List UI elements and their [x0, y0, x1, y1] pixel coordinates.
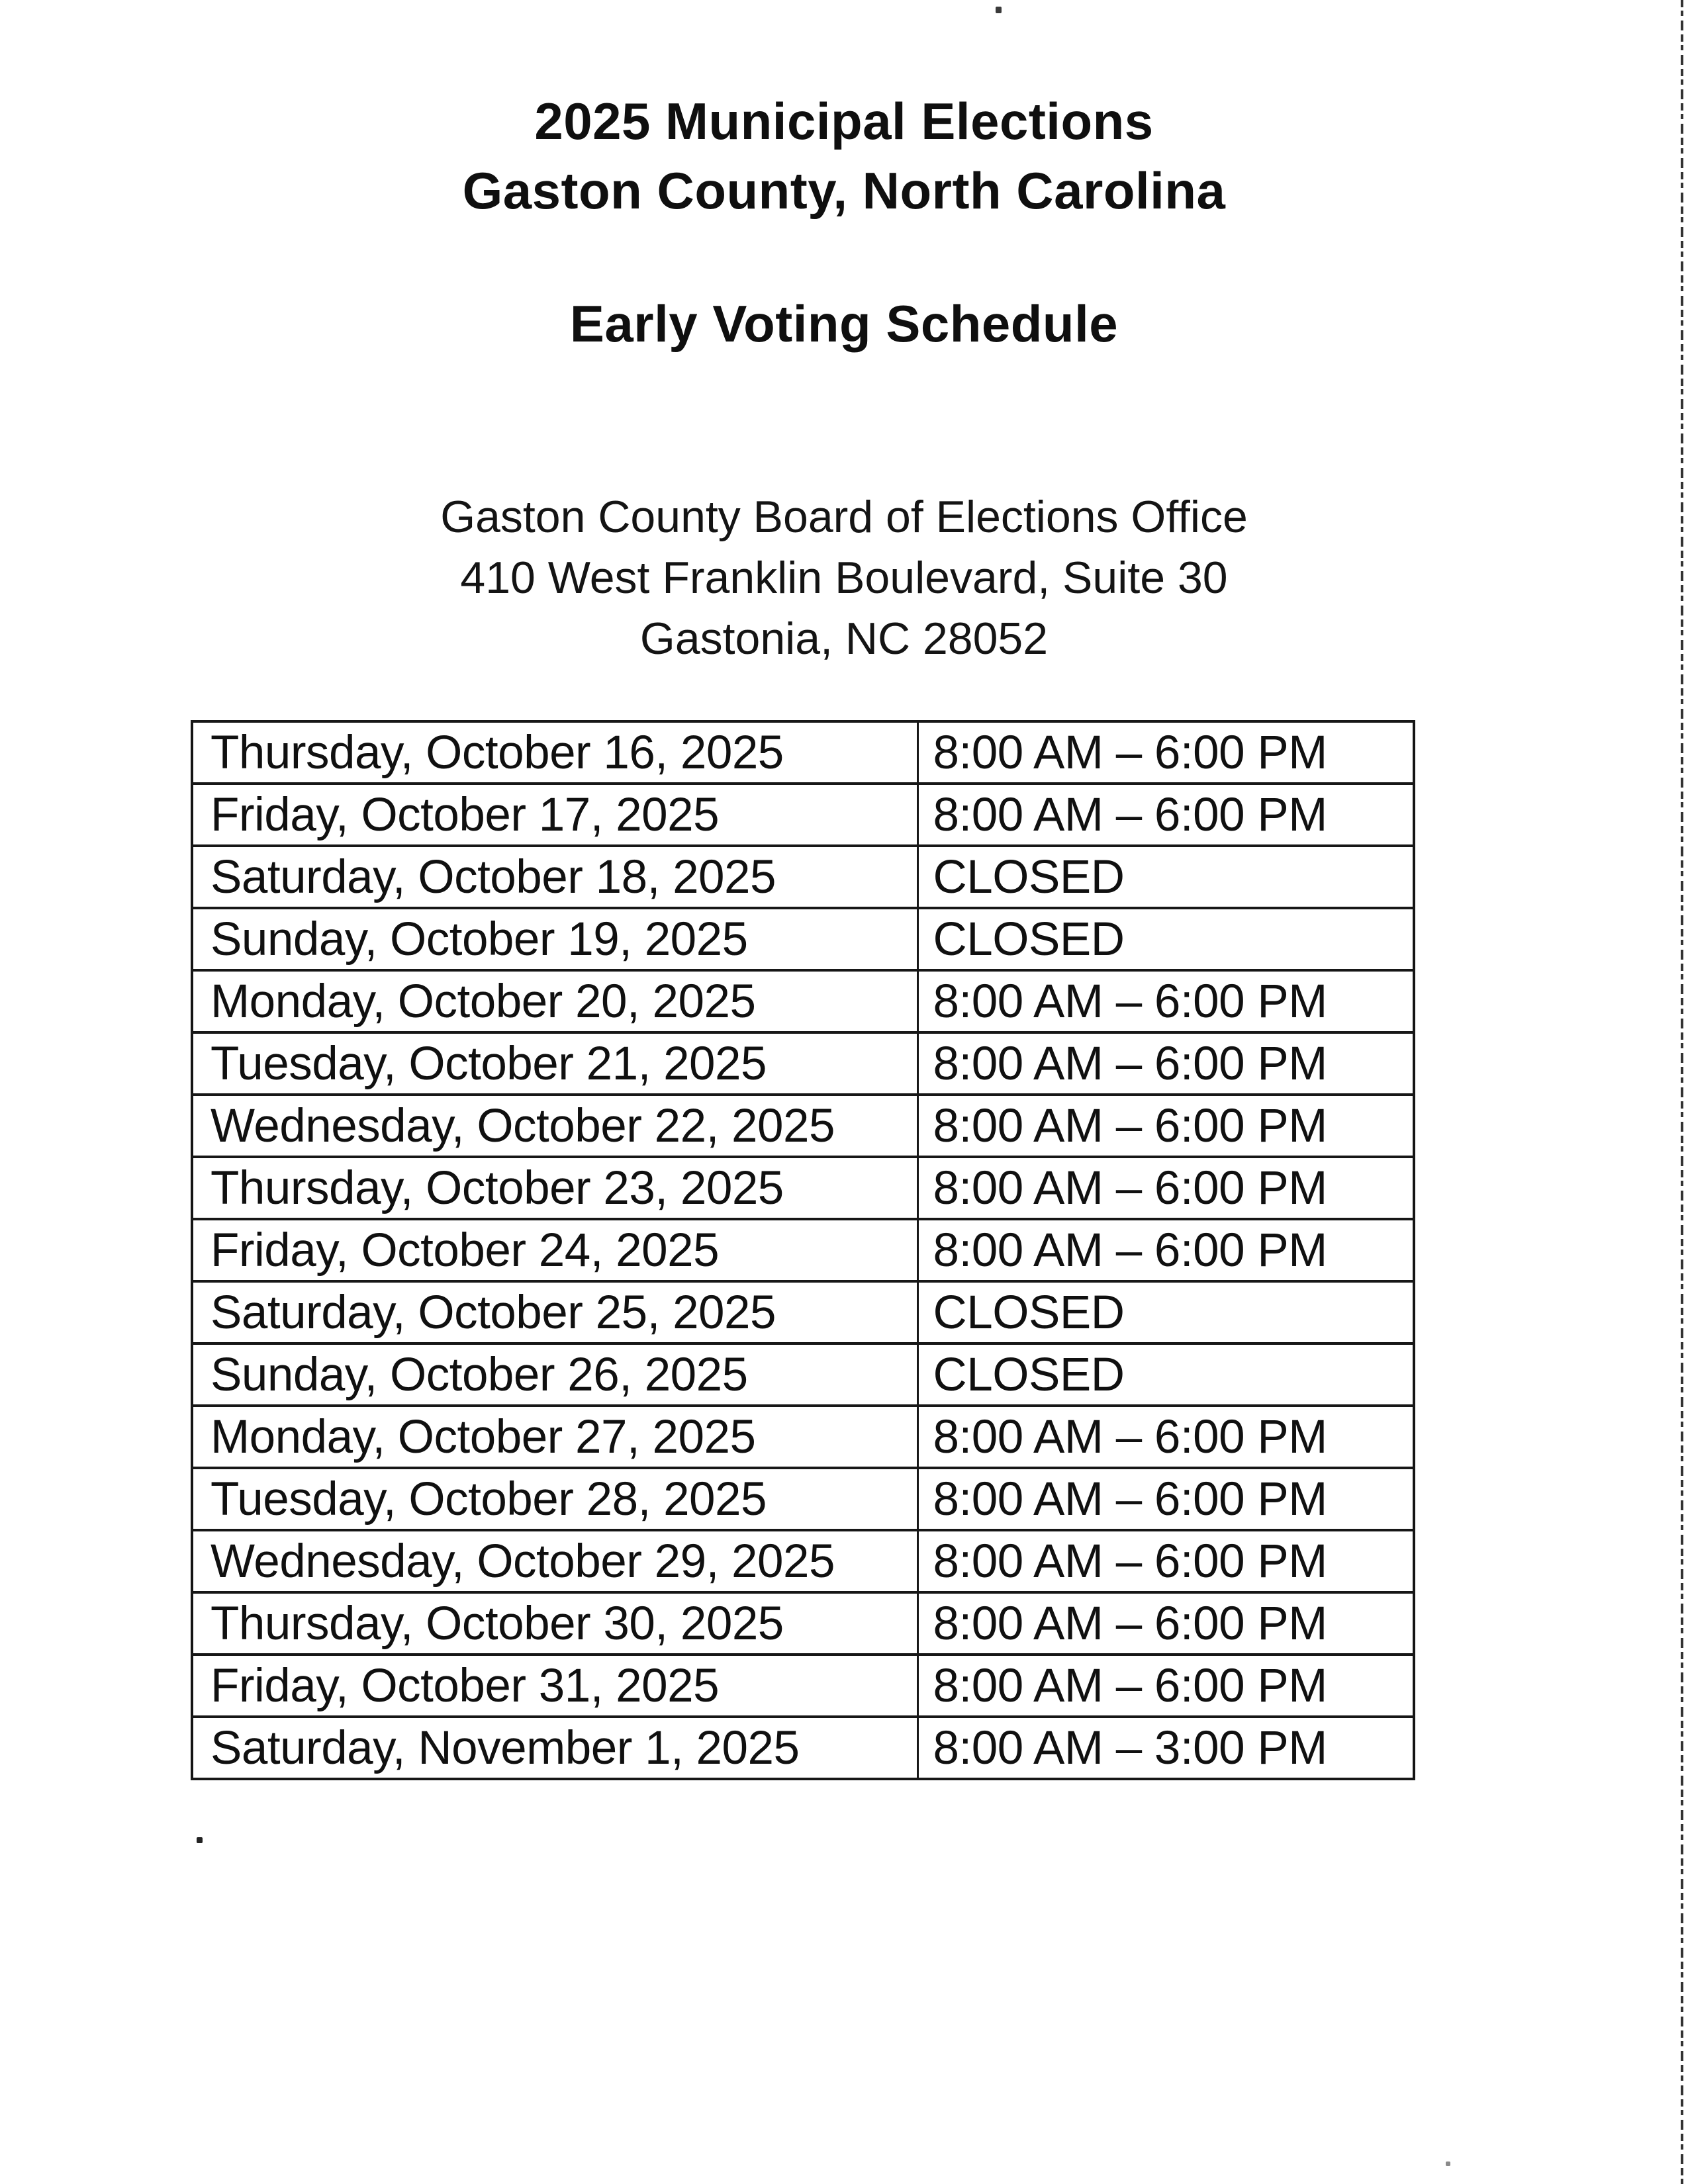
schedule-row [192, 1343, 1414, 1406]
schedule-row [192, 1095, 1414, 1157]
address-line1: Gaston County Board of Elections Office [440, 492, 1248, 542]
schedule-hours-cell: CLOSED [917, 1281, 1414, 1343]
schedule-hours-cell: CLOSED [917, 1343, 1414, 1406]
schedule-hours-cell: 8:00 AM – 6:00 PM [917, 970, 1414, 1032]
schedule-date-cell: Friday, October 24, 2025 [192, 1219, 917, 1281]
early-voting-schedule-table [191, 720, 1415, 1780]
scan-speck-top [996, 7, 1002, 13]
schedule-row [192, 1530, 1414, 1592]
schedule-hours-cell: CLOSED [917, 908, 1414, 970]
schedule-hours-cell: 8:00 AM – 6:00 PM [917, 1530, 1414, 1592]
schedule-row [192, 908, 1414, 970]
scan-speck-bottom-right [1446, 2161, 1450, 2166]
schedule-date-cell: Thursday, October 23, 2025 [192, 1157, 917, 1219]
schedule-hours-cell: 8:00 AM – 6:00 PM [917, 1406, 1414, 1468]
schedule-date-cell: Tuesday, October 28, 2025 [192, 1468, 917, 1530]
schedule-row [192, 721, 1414, 784]
schedule-date-cell: Sunday, October 19, 2025 [192, 908, 917, 970]
schedule-row [192, 1406, 1414, 1468]
schedule-row [192, 784, 1414, 846]
schedule-hours-cell: 8:00 AM – 6:00 PM [917, 1468, 1414, 1530]
schedule-row [192, 1592, 1414, 1655]
document-subtitle: Early Voting Schedule [569, 295, 1119, 353]
schedule-hours-cell: 8:00 AM – 6:00 PM [917, 1655, 1414, 1717]
schedule-row [192, 1717, 1414, 1779]
document-title-line2: Gaston County, North Carolina [462, 161, 1226, 220]
schedule-hours-cell: 8:00 AM – 6:00 PM [917, 721, 1414, 784]
schedule-row [192, 1281, 1414, 1343]
schedule-date-cell: Saturday, October 25, 2025 [192, 1281, 917, 1343]
schedule-date-cell: Wednesday, October 22, 2025 [192, 1095, 917, 1157]
schedule-date-cell: Friday, October 17, 2025 [192, 784, 917, 846]
schedule-date-cell: Saturday, October 18, 2025 [192, 846, 917, 908]
schedule-hours-cell: 8:00 AM – 6:00 PM [917, 1157, 1414, 1219]
schedule-hours-cell: 8:00 AM – 6:00 PM [917, 784, 1414, 846]
document-title-line1: 2025 Municipal Elections [534, 92, 1154, 150]
schedule-hours-cell: CLOSED [917, 846, 1414, 908]
address-line2: 410 West Franklin Boulevard, Suite 30 [460, 553, 1228, 603]
schedule-date-cell: Wednesday, October 29, 2025 [192, 1530, 917, 1592]
schedule-hours-cell: 8:00 AM – 6:00 PM [917, 1592, 1414, 1655]
schedule-date-cell: Saturday, November 1, 2025 [192, 1717, 917, 1779]
schedule-row [192, 1219, 1414, 1281]
schedule-date-cell: Monday, October 20, 2025 [192, 970, 917, 1032]
scanner-edge-artifact [1681, 0, 1683, 2184]
schedule-row [192, 1655, 1414, 1717]
schedule-date-cell: Friday, October 31, 2025 [192, 1655, 917, 1717]
schedule-hours-cell: 8:00 AM – 3:00 PM [917, 1717, 1414, 1779]
schedule-date-cell: Sunday, October 26, 2025 [192, 1343, 917, 1406]
schedule-hours-cell: 8:00 AM – 6:00 PM [917, 1032, 1414, 1095]
schedule-date-cell: Thursday, October 30, 2025 [192, 1592, 917, 1655]
schedule-hours-cell: 8:00 AM – 6:00 PM [917, 1095, 1414, 1157]
schedule-date-cell: Monday, October 27, 2025 [192, 1406, 917, 1468]
schedule-table-body [192, 721, 1414, 1779]
address-block [0, 486, 1688, 669]
scan-speck-bottom-left [197, 1837, 203, 1843]
schedule-row [192, 1468, 1414, 1530]
schedule-hours-cell: 8:00 AM – 6:00 PM [917, 1219, 1414, 1281]
schedule-row [192, 970, 1414, 1032]
schedule-row [192, 1032, 1414, 1095]
schedule-row [192, 1157, 1414, 1219]
schedule-date-cell: Tuesday, October 21, 2025 [192, 1032, 917, 1095]
schedule-row [192, 846, 1414, 908]
address-line3: Gastonia, NC 28052 [639, 614, 1049, 664]
schedule-date-cell: Thursday, October 16, 2025 [192, 721, 917, 784]
